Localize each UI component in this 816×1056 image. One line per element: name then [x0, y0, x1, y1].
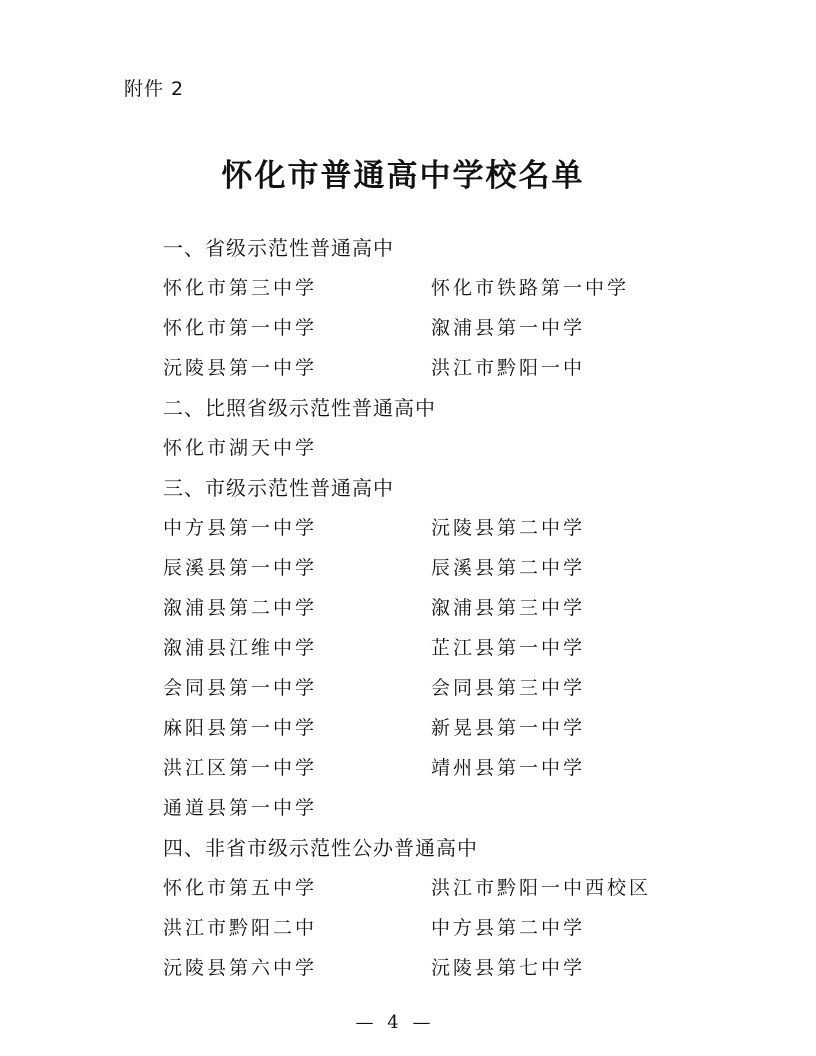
school-name: 怀化市第三中学: [163, 277, 318, 299]
list-row: [163, 748, 683, 788]
school-name: 沅陵县第二中学: [431, 517, 586, 539]
list-row: [163, 868, 683, 908]
school-name: [431, 428, 681, 468]
school-name: 怀化市铁路第一中学: [431, 277, 630, 299]
school-name: 洪江市黔阳一中: [431, 357, 586, 379]
school-name: 辰溪县第一中学: [163, 557, 318, 579]
school-name: 洪江市黔阳二中: [163, 917, 318, 939]
document-title: 怀化市普通高中学校名单: [221, 158, 585, 194]
school-name: 洪江市黔阳一中西校区: [431, 877, 652, 899]
list-row: [163, 628, 683, 668]
list-row: [163, 268, 683, 308]
school-name: [431, 788, 681, 828]
attachment-label: 附件 2: [124, 78, 185, 100]
section-heading: 四、非省市级示范性公办普通高中: [163, 836, 478, 860]
section-heading: 二、比照省级示范性普通高中: [163, 396, 436, 420]
list-row: [163, 668, 683, 708]
school-name: 怀化市湖天中学: [163, 437, 318, 459]
section-heading: 一、省级示范性普通高中: [163, 236, 394, 260]
school-name: 麻阳县第一中学: [163, 717, 318, 739]
school-list: [163, 228, 683, 988]
school-name: 溆浦县江维中学: [163, 637, 318, 659]
list-row: [163, 948, 683, 988]
list-row: [163, 508, 683, 548]
school-name: 通道县第一中学: [163, 797, 318, 819]
school-name: 洪江区第一中学: [163, 757, 318, 779]
list-row: [163, 588, 683, 628]
school-name: 溆浦县第一中学: [431, 317, 586, 339]
list-row: [163, 548, 683, 588]
list-row: [163, 308, 683, 348]
section-heading: 三、市级示范性普通高中: [163, 476, 394, 500]
school-name: 靖州县第一中学: [431, 757, 586, 779]
school-name: 会同县第三中学: [431, 677, 586, 699]
school-name: 溆浦县第二中学: [163, 597, 318, 619]
school-name: 辰溪县第二中学: [431, 557, 586, 579]
school-name: 新晃县第一中学: [431, 717, 586, 739]
list-row: [163, 788, 683, 828]
school-name: 会同县第一中学: [163, 677, 318, 699]
page-number: — 4 —: [355, 1012, 435, 1033]
list-row: [163, 428, 683, 468]
school-name: 中方县第二中学: [431, 917, 586, 939]
school-name: 怀化市第五中学: [163, 877, 318, 899]
school-name: 怀化市第一中学: [163, 317, 318, 339]
list-row: [163, 708, 683, 748]
school-name: 沅陵县第一中学: [163, 357, 318, 379]
school-name: 中方县第一中学: [163, 517, 318, 539]
school-name: 沅陵县第六中学: [163, 957, 318, 979]
list-row: [163, 908, 683, 948]
school-name: 沅陵县第七中学: [431, 957, 586, 979]
school-name: 溆浦县第三中学: [431, 597, 586, 619]
list-row: [163, 348, 683, 388]
school-name: 芷江县第一中学: [431, 637, 586, 659]
